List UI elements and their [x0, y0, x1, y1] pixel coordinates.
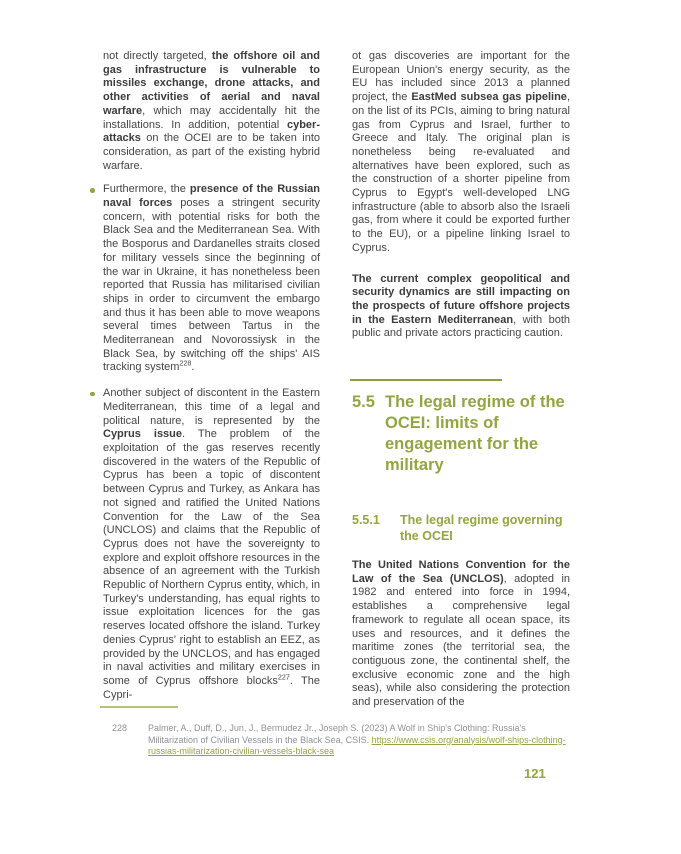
- section-number: 5.5: [352, 393, 375, 412]
- subsection-title: The legal regime governing the OCEI: [400, 513, 563, 543]
- section-divider: [350, 379, 502, 381]
- footnote-divider: [100, 706, 178, 708]
- paragraph-geopolitical-dynamics: The current complex geopolitical and security dynamics are still impacting on the prospects of future offshore projects in the Eastern Mediterranean, with both public and private actors practicing caution.: [352, 272, 570, 340]
- bullet-text: Furthermore, the presence of the Russian naval forces poses a stringent security concern, with potential risks for both the Black Sea and the Mediterranean Sea. With the Bosporus and Dardanelles straits closed for military vessels since the beginning of the war in Ukraine, it has nonetheless been reported that Russia has militarised civilian ships in order to circumvent the embargo and thus it has been able to move weapons several times between Tartus in the Mediterranean and Novorossiysk in the Black Sea, by switching off the ships' AIS tracking system$^{228}$.: [103, 183, 320, 374]
- footnote-reference: 228: [179, 358, 192, 368]
- footnote-reference: 227: [277, 672, 290, 682]
- paragraph-unclos: The United Nations Convention for the Law of the Sea (UNCLOS), adopted in 1982 and entered into force in 1994, establishes a comprehensive legal framework to regulate all ocean space, its uses and resources, and it defines the maritime zones (the territorial sea, the contiguous zone, the continental shelf, the exclusive economic zone and the high seas), while also considering the protection and preservation of the: [352, 559, 571, 709]
- footnote-text: Palmer, A., Duff, D., Jun, J., Bermudez Jr., Joseph S. (2023) A Wolf in Ship's Clothing: Russia's Militarization of Civilian Vessels in the Black Sea, CSIS. https://www.csis.org/analysis/wolf-ships-clothing-russias-militarization-civilian-vessels-black-sea: [148, 723, 566, 756]
- paragraph-eastmed-pipeline: ot gas discoveries are important for the European Union's energy security, as the EU has included since 2013 a planned project, the EastMed subsea gas pipeline, on the list of its PCIs, aiming to bring natural gas from Cyprus and Israel, further to Greece and Italy. The original plan is nonetheless being re-evaluated and alternatives have been explored, such as the construction of a shorter pipeline from Cyprus to Egypt's well-developed LNG infrastructure (able to absorb also the Israeli gas, from where it could be exported further to the EU), or a pipeline linking Israel to Cyprus.: [352, 50, 570, 254]
- left-column: [88, 50, 320, 714]
- footnote-link[interactable]: https://www.csis.org/analysis/wolf-ships-clothing-russias-militarization-civilian-vessels-black-sea: [148, 734, 566, 756]
- footnote-228: [112, 723, 574, 758]
- bullet-icon: [90, 392, 95, 397]
- bullet-item-russian-naval-forces: [88, 183, 320, 375]
- subsection-heading-5-5-1: [352, 513, 570, 544]
- section-heading-5-5: [352, 392, 570, 476]
- subsection-number: 5.5.1: [352, 513, 380, 528]
- bullet-text: Another subject of discontent in the Eastern Mediterranean, this time of a legal and political nature, is represented by the Cyprus issue. The problem of the exploitation of the gas reserves recently discovered in the waters of the Republic of Cyprus has been a topic of discontent between Cyprus and Turkey, as Ankara has not signed and ratified the United Nations Convention for the Law of the Sea (UNCLOS) and claims that the Republic of Cyprus does not have the sovereignty to explore and exploit offshore resources in the absence of an agreement with the Turkish Republic of Northern Cyprus entity, which, in Turkey's understanding, has equal rights to issue exploitation licences for the gas reserves located offshore the island. Turkey denies Cyprus' right to establish an EEZ, as provided by the UNCLOS, and has engaged in naval activities and military exercises in some of Cyprus offshore blocks$^{227}$. The Cypri-: [103, 387, 320, 701]
- right-column: [352, 50, 570, 720]
- page-number: 121: [524, 766, 546, 781]
- footnote-number: 228: [112, 723, 128, 733]
- continuation-paragraph: not directly targeted, the offshore oil and gas infrastructure is vulnerable to missiles exchange, drone attacks, and other activities of aerial and naval warfare, which may accidentally hit the installations. In addition, potential cyber-attacks on the OCEI are to be taken into consideration, as part of the existing hybrid warfare.: [103, 50, 320, 172]
- section-title: The legal regime of the OCEI: limits of engagement for the military: [385, 393, 565, 475]
- bullet-icon: [90, 188, 95, 193]
- bullet-item-cyprus-issue: [88, 387, 320, 702]
- section-heading-block: [352, 379, 570, 476]
